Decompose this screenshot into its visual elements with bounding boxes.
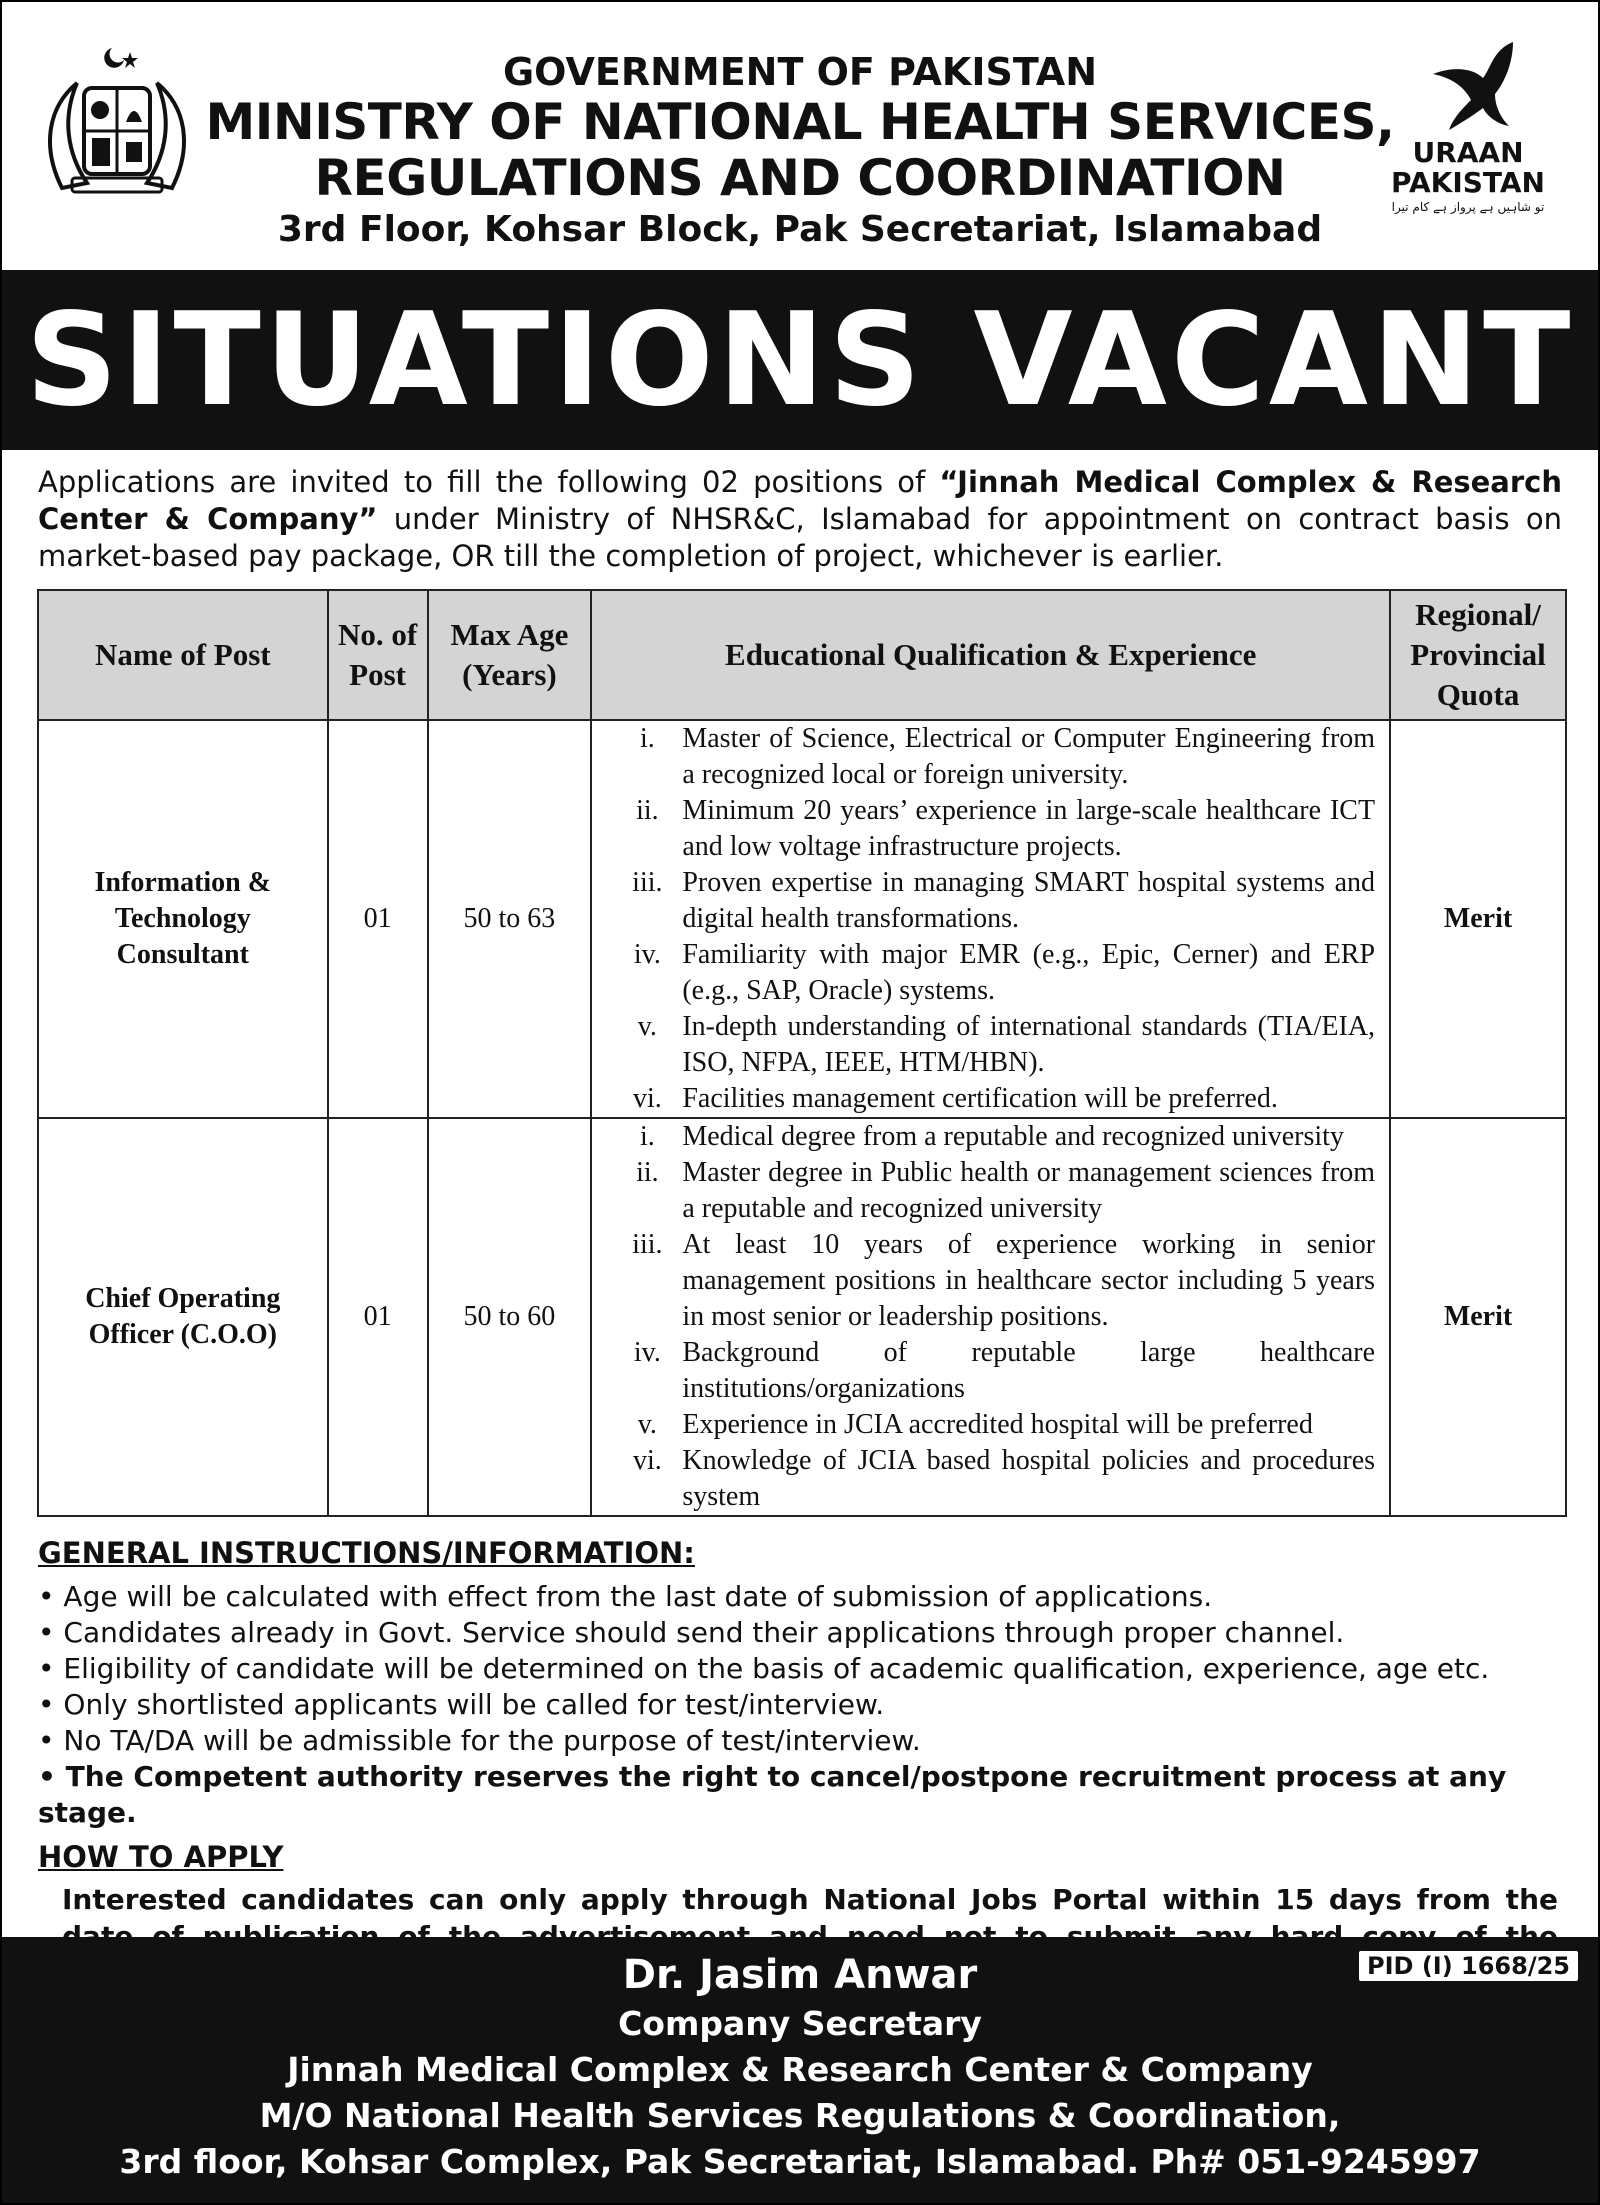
qualification-item (612, 865, 1375, 937)
qualification-number: i. (639, 1121, 655, 1152)
header-quota: Regional/ Provincial Quota (1390, 590, 1566, 720)
intro-text-2: under Ministry of NHSR&C, Islamabad for appointment on contract basis on market-based pay package, OR till the completion of project, whichever is earlier. (38, 502, 1562, 573)
header-max-age: Max Age (Years) (428, 590, 592, 720)
instructions-list (38, 1579, 1562, 1831)
qualification-number: v. (637, 1011, 657, 1042)
qualification-text: Knowledge of JCIA based hospital policies and procedures system (682, 1445, 1376, 1512)
pid-badge: PID (I) 1668/25 (1357, 1949, 1580, 1983)
post-name: Chief Operating Officer (C.O.O) (38, 1118, 328, 1516)
logo-word-uraan: URAAN (1412, 136, 1524, 169)
footer-organization: Jinnah Medical Complex & Research Center & Company (287, 2050, 1313, 2089)
qualification-text: Facilities management certification will be preferred. (682, 1083, 1278, 1114)
qualification-text: Proven expertise in managing SMART hospital systems and digital health transformations. (682, 867, 1376, 934)
logo-urdu-tagline: تو شاہیں ہے پرواز ہے کام تیرا (1391, 200, 1545, 214)
instructions-title: GENERAL INSTRUCTIONS/INFORMATION: (38, 1536, 695, 1570)
qualification-item (612, 1335, 1375, 1407)
qualification-number: iii. (632, 867, 663, 898)
qualification-text: Background of reputable large healthcare institutions/organizations (682, 1337, 1376, 1404)
ministry-address: 3rd Floor, Kohsar Block, Pak Secretariat, Islamabad (277, 209, 1323, 250)
post-quota: Merit (1390, 1118, 1566, 1516)
footer (2, 1937, 1598, 2203)
qualification-item (612, 1227, 1375, 1335)
instruction-item: • Candidates already in Govt. Service should send their applications through proper channel. (38, 1615, 1562, 1651)
footer-address: 3rd floor, Kohsar Complex, Pak Secretariat, Islamabad. Ph# 051-9245997 (119, 2142, 1481, 2181)
qualification-text: At least 10 years of experience working in senior management positions in healthcare sector including 5 years in most senior or leadership positions. (682, 1229, 1376, 1332)
qualifications-cell (591, 720, 1390, 1118)
intro-paragraph (2, 450, 1598, 575)
logo-word-pakistan: PAKISTAN (1391, 166, 1545, 199)
qualification-text: In-depth understanding of international standards (TIA/EIA, ISO, NFPA, IEEE, HTM/HBN). (682, 1011, 1376, 1078)
header-qualification: Educational Qualification & Experience (591, 590, 1390, 720)
qualification-text: Minimum 20 years’ experience in large-scale healthcare ICT and low voltage infrastructure projects. (682, 795, 1376, 862)
instruction-item: • Only shortlisted applicants will be called for test/interview. (38, 1687, 1562, 1723)
post-max-age: 50 to 63 (428, 720, 592, 1118)
qualification-text: Master degree in Public health or management sciences from a reputable and recognized university (682, 1157, 1376, 1224)
qualification-number: ii. (636, 795, 659, 826)
qualification-item (612, 1119, 1375, 1155)
instruction-item: • Age will be calculated with effect from the last date of submission of applications. (38, 1579, 1562, 1615)
qualification-item (612, 721, 1375, 793)
qualification-item (612, 1009, 1375, 1081)
instruction-item: • The Competent authority reserves the right to cancel/postpone recruitment process at any stage. (38, 1759, 1562, 1831)
uraan-pakistan-logo (1378, 38, 1558, 228)
qualification-number: iii. (632, 1229, 663, 1260)
how-to-apply-text: Interested candidates can only apply through National Jobs Portal within 15 days from the (62, 1883, 1558, 1916)
situations-vacant-banner: SITUATIONS VACANT (2, 270, 1598, 450)
intro-bold: “Jinnah Medical Complex & Research Center & Company” (38, 465, 1562, 536)
qualifications-cell (591, 1118, 1390, 1516)
qualification-item (612, 937, 1375, 1009)
state-emblem-icon (42, 38, 192, 208)
ministry-title-line2: REGULATIONS AND COORDINATION (314, 149, 1286, 207)
instruction-item: • No TA/DA will be admissible for the purpose of test/interview. (38, 1723, 1562, 1759)
qualification-number: iv. (633, 939, 661, 970)
qualification-number: v. (637, 1409, 657, 1440)
qualification-text: Medical degree from a reputable and recognized university (682, 1121, 1344, 1152)
how-to-apply-title: HOW TO APPLY (38, 1840, 284, 1874)
qualification-number: iv. (633, 1337, 661, 1368)
qualification-item (612, 1443, 1375, 1515)
table-row (38, 720, 1566, 1118)
qualification-number: vi. (632, 1083, 662, 1114)
qualification-number: vi. (632, 1445, 662, 1476)
table-row (38, 1118, 1566, 1516)
qualification-number: ii. (636, 1157, 659, 1188)
posts-table (37, 589, 1567, 1517)
header-name-of-post: Name of Post (38, 590, 328, 720)
header (2, 2, 1598, 270)
instruction-item: • Eligibility of candidate will be determined on the basis of academic qualification, experience, age etc. (38, 1651, 1562, 1687)
qualification-item (612, 793, 1375, 865)
post-count: 01 (328, 1118, 428, 1516)
qualification-text: Experience in JCIA accredited hospital will be preferred (682, 1409, 1313, 1440)
signatory-title: Company Secretary (618, 2004, 982, 2043)
post-count: 01 (328, 720, 428, 1118)
header-no-of-post: No. of Post (328, 590, 428, 720)
post-max-age: 50 to 60 (428, 1118, 592, 1516)
ministry-title-line1: MINISTRY OF NATIONAL HEALTH SERVICES, (205, 93, 1395, 151)
qualification-text: Familiarity with major EMR (e.g., Epic, Cerner) and ERP (e.g., SAP, Oracle) systems. (682, 939, 1376, 1006)
qualification-item (612, 1155, 1375, 1227)
intro-text-1: Applications are invited to fill the following 02 positions of (38, 465, 940, 499)
eagle-icon (1413, 38, 1523, 133)
footer-ministry: M/O National Health Services Regulations & Coordination, (259, 2096, 1341, 2135)
post-name: Information & Technology Consultant (38, 720, 328, 1118)
post-quota: Merit (1390, 720, 1566, 1118)
signatory-name: Dr. Jasim Anwar (622, 1952, 978, 1998)
qualification-text: Master of Science, Electrical or Computer Engineering from a recognized local or foreign university. (682, 723, 1376, 790)
qualification-item (612, 1081, 1375, 1117)
government-title: GOVERNMENT OF PAKISTAN (502, 50, 1098, 94)
qualification-number: i. (639, 723, 655, 754)
qualification-item (612, 1407, 1375, 1443)
table-header-row (38, 590, 1566, 720)
